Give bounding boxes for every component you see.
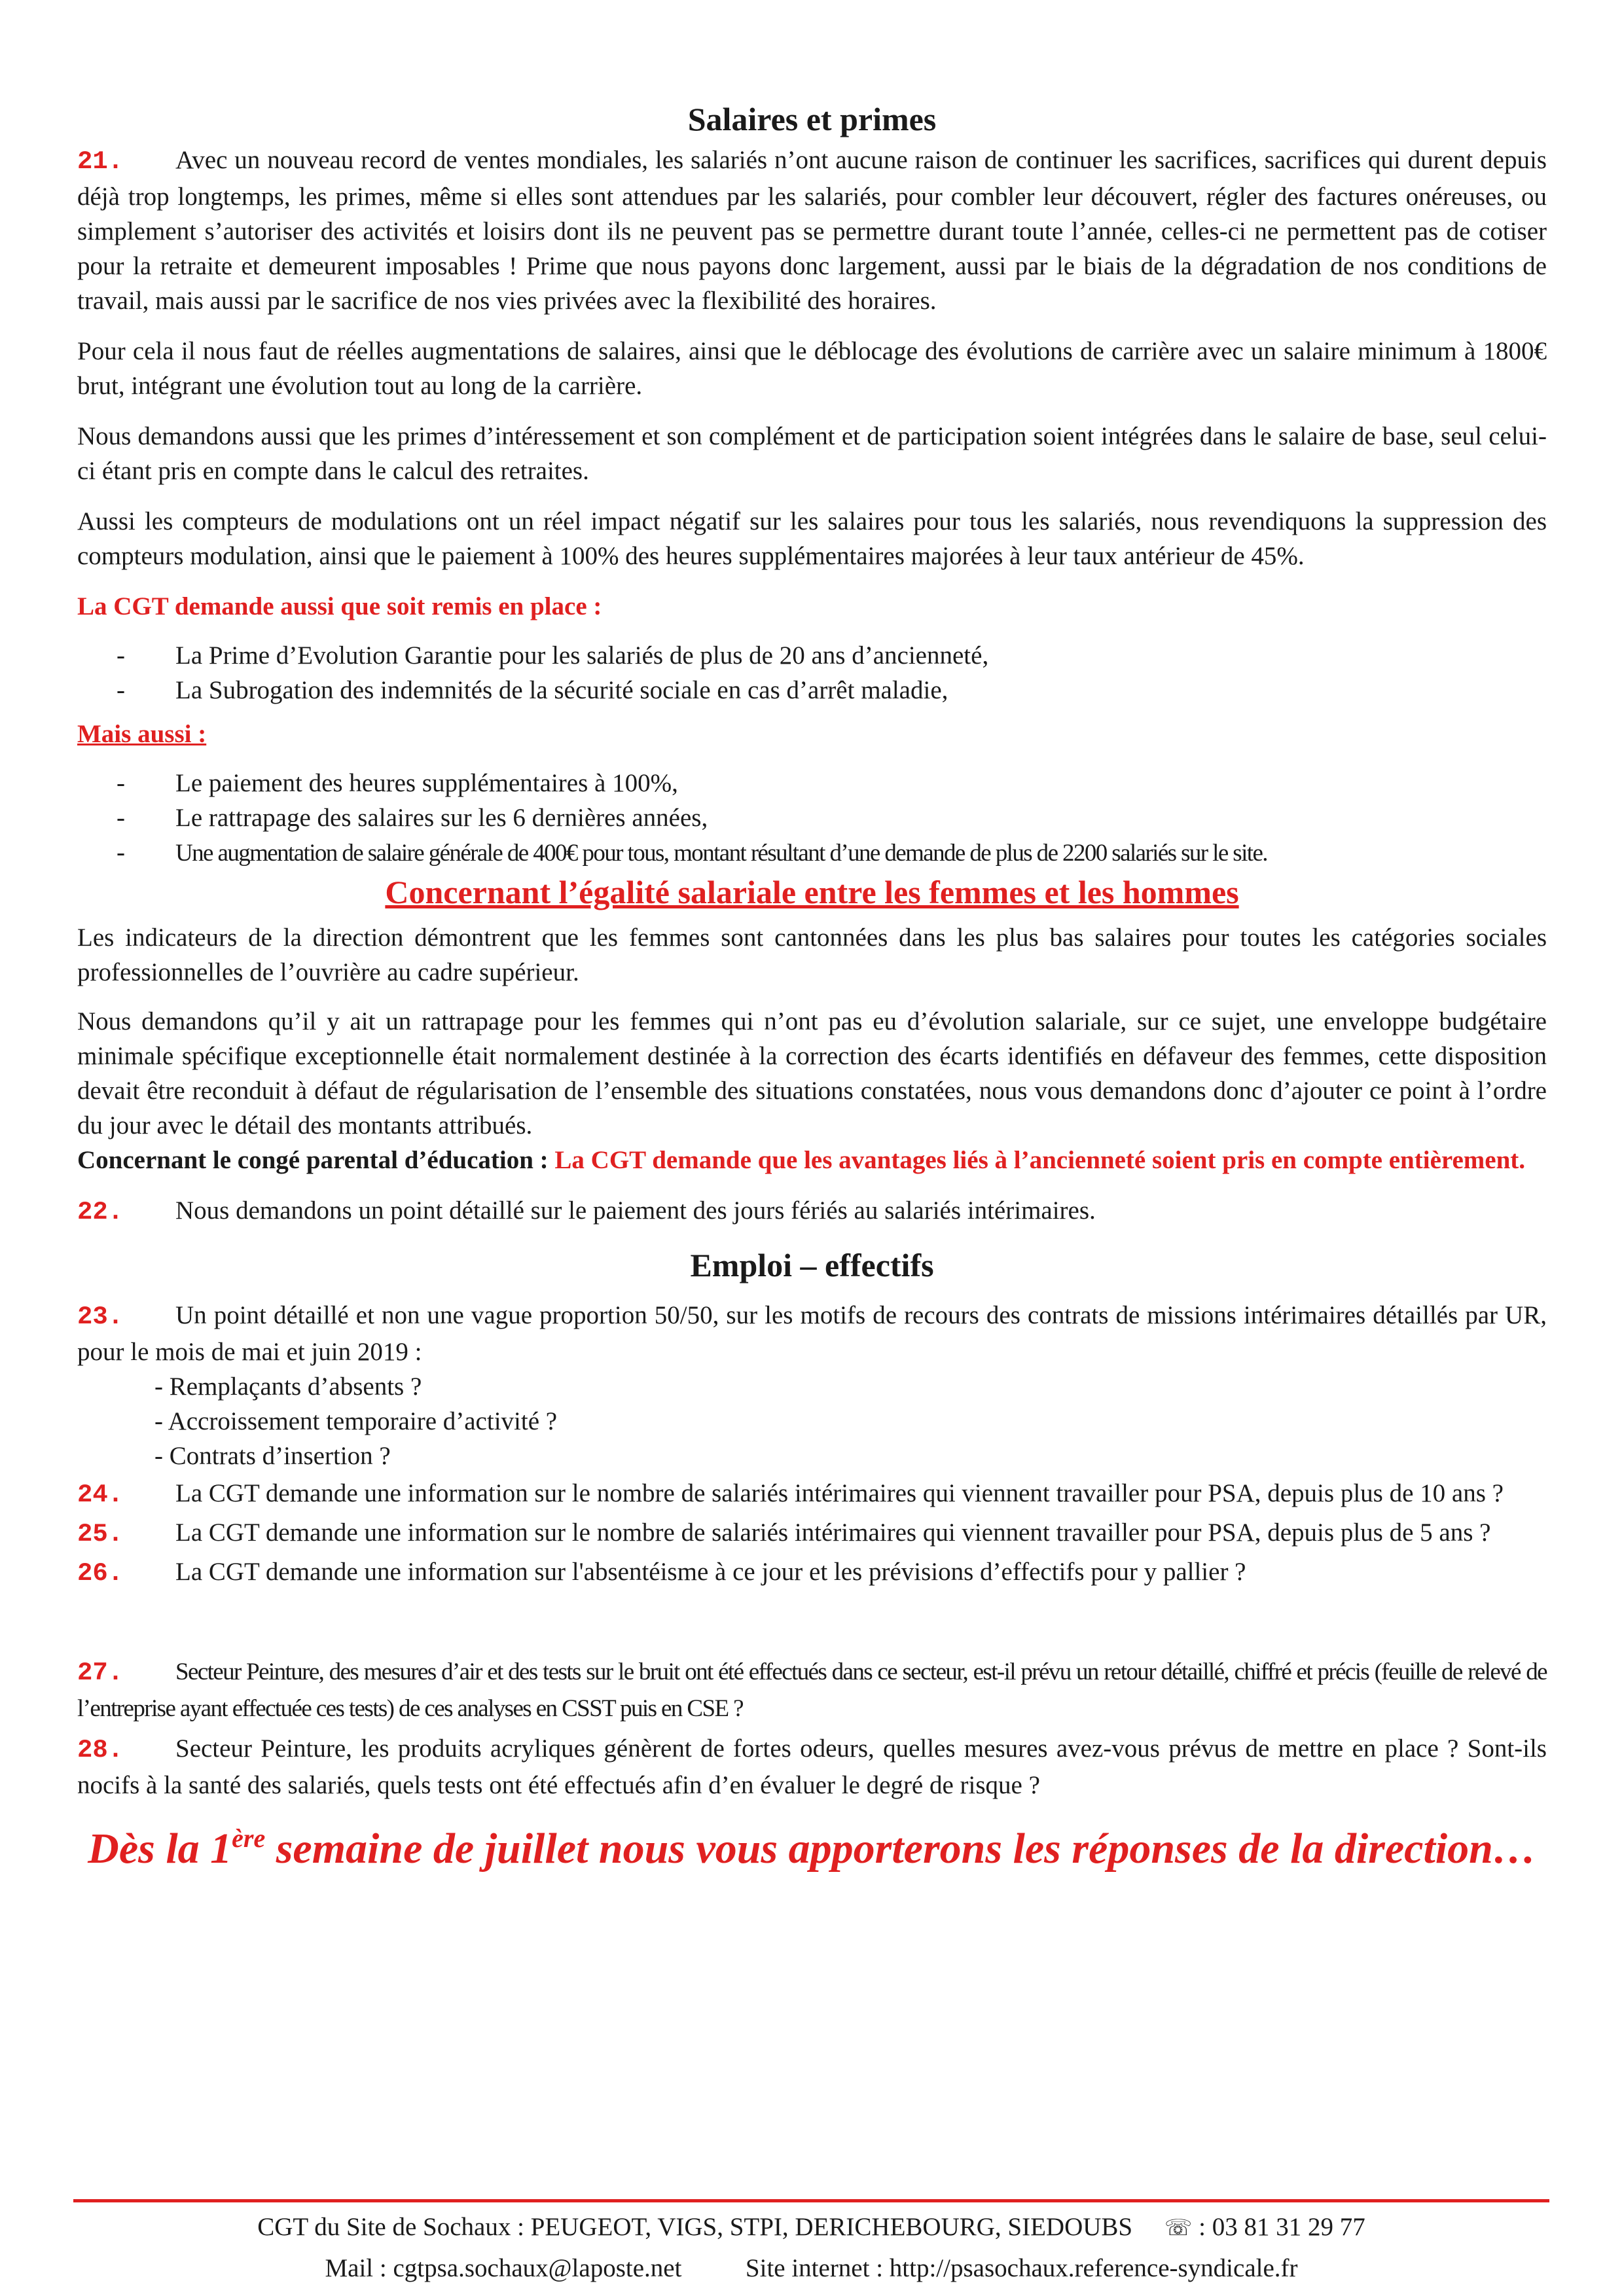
- item-number: 27.: [77, 1659, 124, 1687]
- list-item: - Contrats d’insertion ?: [154, 1442, 391, 1470]
- item-number: 28.: [77, 1736, 124, 1765]
- section-title-emploi: Emploi – effectifs: [690, 1247, 934, 1283]
- footer-website[interactable]: Site internet : http://psasochaux.reference-syndicale.fr: [745, 2254, 1298, 2282]
- item-23: [77, 1298, 1547, 1369]
- list-item: - Le rattrapage des salaires sur les 6 dernières années,: [77, 800, 1547, 835]
- footer-organization: CGT du Site de Sochaux : PEUGEOT, VIGS, STPI, DERICHEBOURG, SIEDOUBS: [257, 2213, 1133, 2241]
- item-number: 26.: [77, 1559, 124, 1588]
- motifs-list: [154, 1369, 1547, 1473]
- list-item: - Accroissement temporaire d’activité ?: [154, 1407, 558, 1435]
- mais-aussi-heading: Mais aussi :: [77, 720, 207, 748]
- paragraph-compteurs: Aussi les compteurs de modulations ont un réel impact négatif sur les salaires pour tous les salariés, nous revendiquons la suppression des compteurs modulation, ainsi que le paiement à 100% des heures supplémentaires majorées à leur taux antérieur de 45%.: [77, 507, 1547, 570]
- dash-bullet: -: [117, 769, 125, 797]
- paragraph-augmentations: Pour cela il nous faut de réelles augmentations de salaires, ainsi que le déblocage des évolutions de carrière avec un salaire minimum à 1800€ brut, intégrant une évolution tout au long de la carrière.: [77, 337, 1547, 400]
- paragraph-rattrapage-femmes: Nous demandons qu’il y ait un rattrapage pour les femmes qui n’ont pas eu d’évolution salariale, sur ce sujet, une enveloppe budgétaire minimale spécifique exceptionnelle était normalement destinée à la correction des écarts identifiés en défaveur des femmes, cette disposition devait être reconduit à défaut de régularisation de l’ensemble des situations constatées, nous vous demandons donc d’ajouter ce point à l’ordre du jour avec le détail des montants attribués.: [77, 1007, 1547, 1139]
- section-title-salaires: Salaires et primes: [687, 101, 937, 137]
- dash-bullet: -: [117, 641, 125, 670]
- item-24: [77, 1476, 1547, 1513]
- item-text: Un point détaillé et non une vague proportion 50/50, sur les motifs de recours des contrats de missions intérimaires détaillés par UR, pour le mois de mai et juin 2019 :: [77, 1301, 1547, 1366]
- conge-label: Concernant le congé parental d’éducation :: [77, 1146, 549, 1174]
- list-item: - Remplaçants d’absents ?: [154, 1372, 422, 1401]
- footer-phone: : 03 81 31 29 77: [1199, 2213, 1365, 2241]
- footer-line-2: [73, 2248, 1549, 2289]
- cgt-demande-heading: La CGT demande aussi que soit remis en place :: [77, 592, 602, 620]
- section-title-egalite: Concernant l’égalité salariale entre les femmes et les hommes: [385, 874, 1239, 910]
- item-text: Secteur Peinture, des mesures d’air et des tests sur le bruit ont été effectués dans ce secteur, est-il prévu un retour détaillé, chiffré et précis (feuille de relevé de l’entreprise ayant effectuée ces tests) de ces analyses en CSST puis en CSE ?: [77, 1659, 1547, 1722]
- paragraph-indicateurs: Les indicateurs de la direction démontrent que les femmes sont cantonnées dans les plus bas salaires pour toutes les catégories sociales professionnelles de l’ouvrière au cadre supérieur.: [77, 924, 1547, 986]
- item-text: Nous demandons un point détaillé sur le paiement des jours fériés au salariés intérimaires.: [175, 1196, 1096, 1225]
- item-text: La CGT demande une information sur le nombre de salariés intérimaires qui viennent travailler pour PSA, depuis plus de 10 ans ?: [175, 1479, 1504, 1507]
- document-page: [77, 98, 1547, 1877]
- footer-line-1: [73, 2207, 1549, 2248]
- item-text: Secteur Peinture, les produits acryliques génèrent de fortes odeurs, quelles mesures avez-vous prévus de mettre en place ? Sont-ils nocifs à la santé des salariés, quels tests ont été effectués afin d’en évaluer le degré de risque ?: [77, 1734, 1547, 1799]
- item-25: [77, 1515, 1547, 1552]
- item-text: Avec un nouveau record de ventes mondiales, les salariés n’ont aucune raison de continuer les sacrifices, sacrifices qui durent depuis déjà trop longtemps, les primes, même si elles sont attendues par les salariés, pour combler leur découvert, régler des factures onéreuses, ou simplement s’autoriser des activités et loisirs dont ils ne peuvent pas se permettre durant toute l’année, celles-ci ne permettent pas de cotiser pour la retraite et demeurent imposables ! Prime que nous payons donc largement, aussi par le biais de la dégradation de nos conditions de travail, mais aussi par le sacrifice de nos vies privées avec la flexibilité des horaires.: [77, 146, 1547, 315]
- list-item: - Une augmentation de salaire générale de 400€ pour tous, montant résultant d’une demande de plus de 2200 salariés sur le site.: [77, 835, 1547, 870]
- item-text: La CGT demande une information sur l'absentéisme à ce jour et les prévisions d’effectifs pour y pallier ?: [175, 1558, 1246, 1586]
- conge-demande: La CGT demande que les avantages liés à l’ancienneté soient pris en compte entièrement.: [554, 1146, 1526, 1174]
- item-number: 23.: [77, 1302, 124, 1331]
- list-item: - La Prime d’Evolution Garantie pour les salariés de plus de 20 ans d’ancienneté,: [77, 638, 1547, 673]
- item-number: 25.: [77, 1520, 124, 1549]
- dash-bullet: -: [117, 838, 125, 867]
- item-text: La CGT demande une information sur le nombre de salariés intérimaires qui viennent travailler pour PSA, depuis plus de 5 ans ?: [175, 1518, 1491, 1547]
- dash-bullet: -: [117, 676, 125, 704]
- telephone-icon: ☏: [1164, 2215, 1193, 2241]
- footer: [73, 2207, 1549, 2289]
- item-number: 22.: [77, 1198, 124, 1227]
- list-remise-en-place: [77, 638, 1547, 708]
- item-22: [77, 1193, 1547, 1230]
- list-item: - Le paiement des heures supplémentaires à 100%,: [77, 766, 1547, 800]
- closing-announcement: Dès la 1ère semaine de juillet nous vous apporterons les réponses de la direction…: [88, 1823, 1536, 1873]
- item-26: [77, 1554, 1547, 1591]
- item-21: [77, 143, 1547, 318]
- item-27: [77, 1654, 1547, 1726]
- list-mais-aussi: [77, 766, 1547, 870]
- item-28: [77, 1731, 1547, 1803]
- footer-mail[interactable]: Mail : cgtpsa.sochaux@laposte.net: [325, 2254, 682, 2282]
- item-number: 24.: [77, 1480, 124, 1509]
- paragraph-primes: Nous demandons aussi que les primes d’intéressement et son complément et de participation soient intégrées dans le salaire de base, seul celui-ci étant pris en compte dans le calcul des retraites.: [77, 422, 1547, 485]
- paragraph-conge-parental: [77, 1143, 1547, 1177]
- dash-bullet: -: [117, 804, 125, 832]
- item-number: 21.: [77, 147, 124, 176]
- footer-divider: [73, 2199, 1549, 2202]
- list-item: - La Subrogation des indemnités de la sécurité sociale en cas d’arrêt maladie,: [77, 673, 1547, 708]
